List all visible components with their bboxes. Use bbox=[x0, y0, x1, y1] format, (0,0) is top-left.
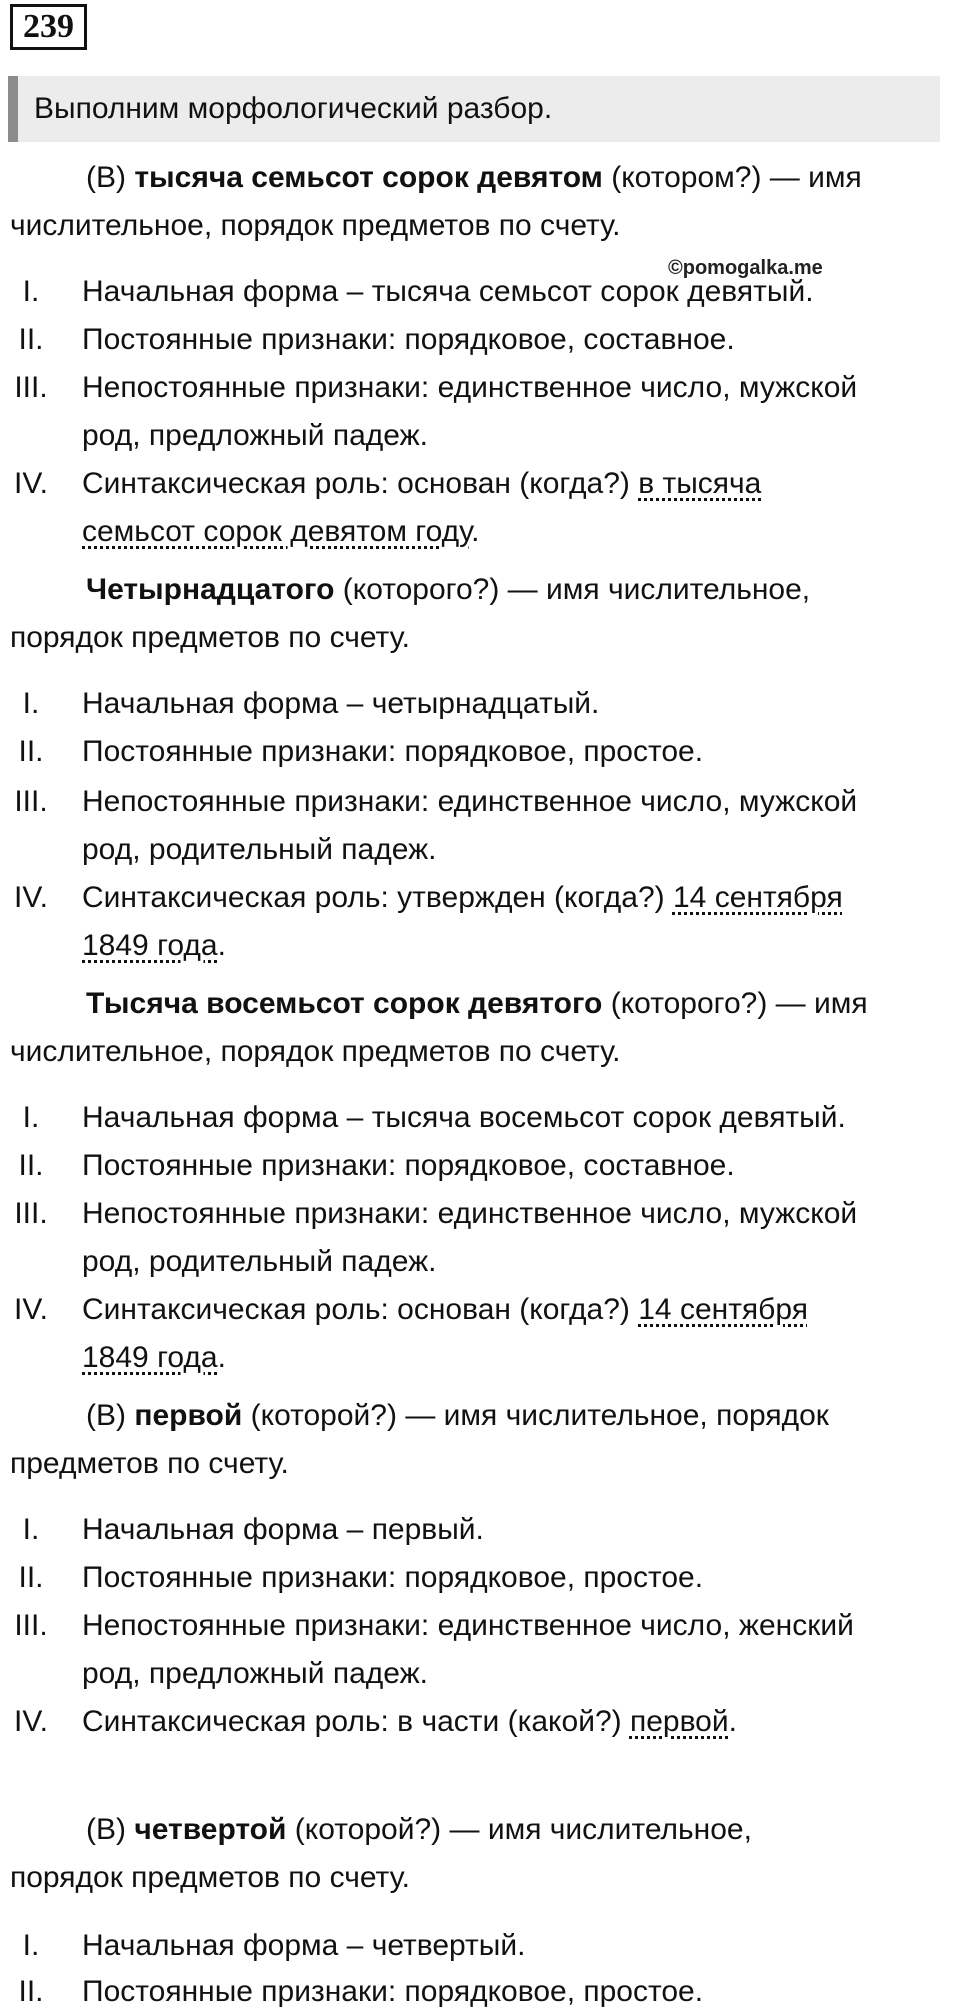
item-text-part: . bbox=[471, 515, 480, 548]
numeral-word: четвертой bbox=[134, 1813, 287, 1846]
item-text bbox=[82, 508, 952, 556]
item-text bbox=[82, 460, 952, 508]
block-heading bbox=[10, 1392, 940, 1488]
block-prefix: (В) bbox=[86, 161, 135, 194]
block-heading bbox=[10, 566, 940, 662]
block-definition: порядок предметов по счету. bbox=[10, 621, 410, 654]
numeral-word: Тысяча восемьсот сорок девятого bbox=[86, 987, 603, 1020]
item-number: I. bbox=[22, 1513, 40, 1546]
item-text bbox=[82, 922, 952, 970]
block-prefix: (В) bbox=[86, 1399, 135, 1432]
item-number: IV. bbox=[14, 881, 48, 914]
block-question: (котором?) — имя bbox=[602, 161, 862, 194]
underlined-phrase: 14 сентября bbox=[672, 881, 843, 914]
item-number: IV. bbox=[14, 467, 48, 500]
block-question: (которого?) — имя числительное, bbox=[334, 573, 811, 606]
underlined-phrase: 14 сентября bbox=[638, 1293, 808, 1326]
item-text-part: . bbox=[217, 929, 226, 962]
item-number: I. bbox=[22, 687, 40, 720]
block-heading bbox=[10, 1806, 940, 1902]
item-number: III. bbox=[14, 785, 48, 818]
underlined-phrase: семьсот сорок девятом году bbox=[82, 515, 472, 548]
item-text: Непостоянные признаки: единственное число, мужской bbox=[82, 1197, 858, 1230]
item-text bbox=[82, 1698, 952, 1746]
item-text bbox=[82, 1286, 952, 1334]
item-text bbox=[82, 874, 952, 922]
item-number: IV. bbox=[14, 1705, 48, 1738]
underlined-phrase: в тысяча bbox=[638, 467, 762, 500]
item-text-part: Синтаксическая роль: основан (когда?) bbox=[82, 1293, 639, 1326]
numeral-word: Четырнадцатого bbox=[86, 573, 335, 606]
item-number: I. bbox=[22, 1101, 40, 1134]
underlined-phrase: 1849 года bbox=[82, 929, 218, 962]
item-text-part: Синтаксическая роль: утвержден (когда?) bbox=[82, 881, 673, 914]
item-text: Непостоянные признаки: единственное число, женский bbox=[82, 1609, 854, 1642]
numeral-word: первой bbox=[134, 1399, 243, 1432]
block-question: (которой?) — имя числительное, bbox=[286, 1813, 752, 1846]
item-text: Начальная форма – четырнадцатый. bbox=[82, 687, 600, 720]
item-text: Начальная форма – первый. bbox=[82, 1513, 484, 1546]
item-text: Начальная форма – четвертый. bbox=[82, 1929, 526, 1962]
item-text: род, предложный падеж. bbox=[82, 1657, 429, 1690]
block-definition: числительное, порядок предметов по счету. bbox=[10, 1035, 621, 1068]
block-definition: предметов по счету. bbox=[10, 1447, 289, 1480]
item-text: Непостоянные признаки: единственное число, мужской bbox=[82, 785, 858, 818]
item-number: II. bbox=[18, 1975, 44, 2008]
item-number: III. bbox=[14, 1609, 48, 1642]
item-text-part: Синтаксическая роль: основан (когда?) bbox=[82, 467, 639, 500]
item-text: Начальная форма – тысяча семьсот сорок девятый. bbox=[82, 275, 814, 308]
item-text: Постоянные признаки: порядковое, простое. bbox=[82, 735, 704, 768]
item-text: Постоянные признаки: порядковое, простое. bbox=[82, 1975, 704, 2008]
intro-callout: Выполним морфологический разбор. bbox=[8, 76, 940, 142]
block-definition: числительное, порядок предметов по счету. bbox=[10, 209, 621, 242]
block-heading bbox=[10, 980, 940, 1076]
item-text: род, родительный падеж. bbox=[82, 1245, 437, 1278]
item-number: II. bbox=[18, 1561, 44, 1594]
item-number: II. bbox=[18, 1149, 44, 1182]
block-question: (которой?) — имя числительное, порядок bbox=[242, 1399, 829, 1432]
item-text-part: . bbox=[728, 1705, 737, 1738]
underlined-phrase: 1849 года bbox=[82, 1341, 218, 1374]
watermark: ©pomogalka.me bbox=[668, 257, 823, 279]
block-definition: порядок предметов по счету. bbox=[10, 1861, 410, 1894]
item-text: Постоянные признаки: порядковое, составное. bbox=[82, 1149, 735, 1182]
item-number: I. bbox=[22, 1929, 40, 1962]
item-number: I. bbox=[22, 275, 40, 308]
item-text: Постоянные признаки: порядковое, составное. bbox=[82, 323, 735, 356]
item-text bbox=[82, 1334, 952, 1382]
item-number: III. bbox=[14, 1197, 48, 1230]
block-prefix: (В) bbox=[86, 1813, 135, 1846]
item-text: Непостоянные признаки: единственное число, мужской bbox=[82, 371, 858, 404]
item-text-part: Синтаксическая роль: в части (какой?) bbox=[82, 1705, 630, 1738]
item-number: III. bbox=[14, 371, 48, 404]
item-number: II. bbox=[18, 735, 44, 768]
item-number: IV. bbox=[14, 1293, 48, 1326]
underlined-phrase: первой bbox=[629, 1705, 729, 1738]
block-question: (которого?) — имя bbox=[602, 987, 868, 1020]
item-text-part: . bbox=[217, 1341, 226, 1374]
item-text: род, родительный падеж. bbox=[82, 833, 437, 866]
item-text: род, предложный падеж. bbox=[82, 419, 429, 452]
numeral-word: тысяча семьсот сорок девятом bbox=[134, 161, 603, 194]
task-number: 239 bbox=[10, 4, 87, 50]
item-number: II. bbox=[18, 323, 44, 356]
item-text: Начальная форма – тысяча восемьсот сорок девятый. bbox=[82, 1101, 846, 1134]
block-heading bbox=[10, 154, 940, 250]
item-text: Постоянные признаки: порядковое, простое. bbox=[82, 1561, 704, 1594]
